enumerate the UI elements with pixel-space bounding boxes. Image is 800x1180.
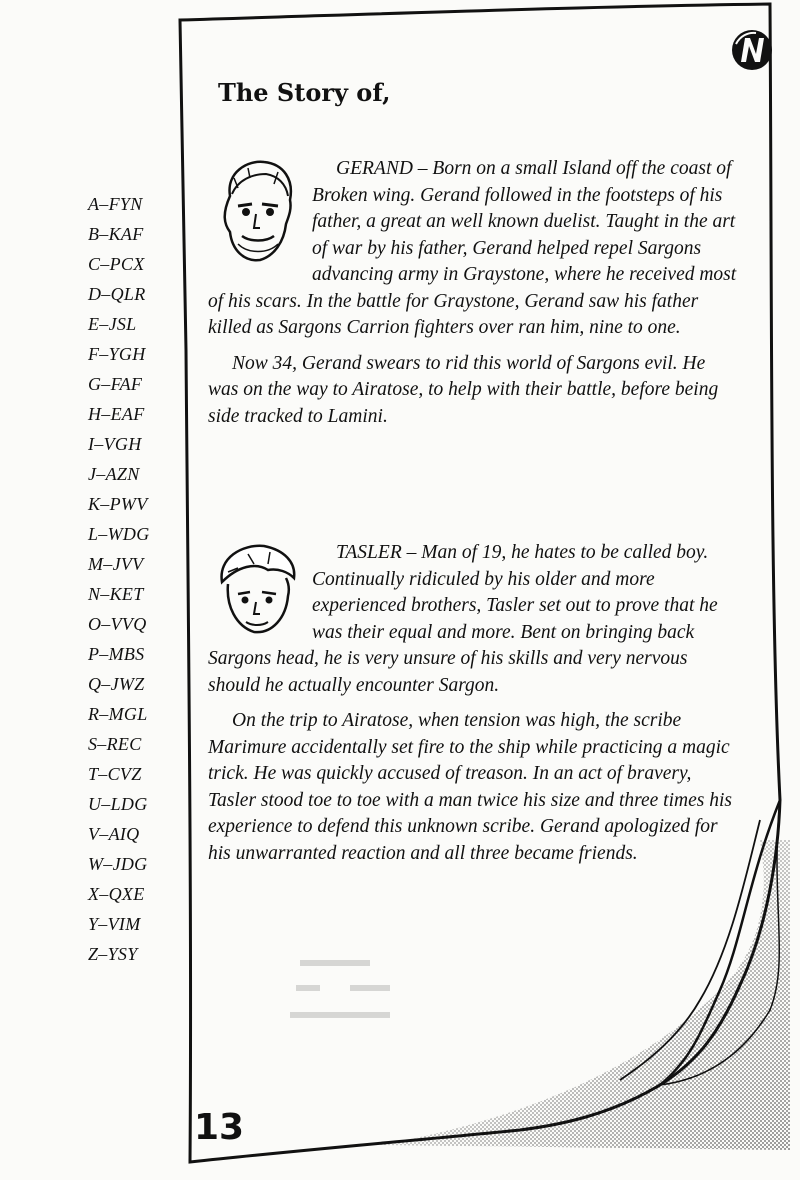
code-entry-o: O–VVQ [88, 614, 147, 634]
code-entry-x: X–QXE [88, 884, 145, 904]
tasler-biography [208, 540, 738, 876]
code-entry-f: F–YGH [88, 344, 146, 364]
code-entry-c: C–PCX [88, 254, 145, 274]
code-entry-l: L–WDG [88, 524, 150, 544]
code-entry-h: H–EAF [88, 404, 145, 424]
gerand-portrait-icon [208, 158, 304, 264]
code-entry-e: E–JSL [88, 314, 137, 334]
code-entry-k: K–PWV [88, 494, 148, 514]
code-entry-g: G–FAF [88, 374, 143, 394]
tasler-portrait-icon [208, 542, 304, 640]
page-number: 13 [194, 1107, 245, 1148]
code-entry-v: V–AIQ [88, 824, 140, 844]
gerand-paragraph-1: GERAND – Born on a small Island off the coast of Broken wing. Gerand followed in the footsteps of his father, a great an well known duelist. Taught in the art of war by his father, Gerand helped repel Sargons advancing army in Graystone, where he received most of his scars. In the battle for Graystone, Gerand saw his father killed as Sargons Carrion fighters over ran him, nine to one. [208, 158, 737, 338]
code-entry-q: Q–JWZ [88, 674, 145, 694]
code-entry-z: Z–YSY [88, 944, 138, 964]
code-entry-a: A–FYN [88, 194, 143, 214]
code-entry-m: M–JVV [88, 554, 144, 574]
code-entry-b: B–KAF [88, 224, 144, 244]
code-entry-p: P–MBS [88, 644, 145, 664]
code-entry-r: R–MGL [88, 704, 148, 724]
tasler-paragraph-1: TASLER – Man of 19, he hates to be called boy. Continually ridiculed by his older and more experienced brothers, Tasler set out to prove that he was their equal and more. Bent on bringing back Sargons head, he is very unsure of his skills and very nervous should he actually encounter Sargon. [208, 542, 718, 696]
code-entry-t: T–CVZ [88, 764, 142, 784]
code-entry-s: S–REC [88, 734, 142, 754]
tasler-paragraph-2: On the trip to Airatose, when tension was high, the scribe Marimure accidentally set fire to the ship while practicing a magic trick. He was quickly accused of treason. In an act of bravery, Tasler stood toe to toe with a man twice his size and three times his experience to defend this unknown scribe. Gerand apologized for his unwarranted reaction and all three became friends. [208, 710, 732, 864]
n-circle-logo-icon [728, 26, 776, 74]
page-title: The Story of, [218, 78, 391, 107]
gerand-biography [208, 156, 738, 439]
code-entry-n: N–KET [88, 584, 144, 604]
code-entry-y: Y–VIM [88, 914, 141, 934]
code-entry-j: J–AZN [88, 464, 140, 484]
code-entry-d: D–QLR [88, 284, 146, 304]
code-entry-u: U–LDG [88, 794, 148, 814]
code-entry-i: I–VGH [88, 434, 142, 454]
code-entry-w: W–JDG [88, 854, 148, 874]
gerand-paragraph-2: Now 34, Gerand swears to rid this world of Sargons evil. He was on the way to Airatose, to help with their battle, before being side tracked to Lamini. [208, 352, 719, 427]
